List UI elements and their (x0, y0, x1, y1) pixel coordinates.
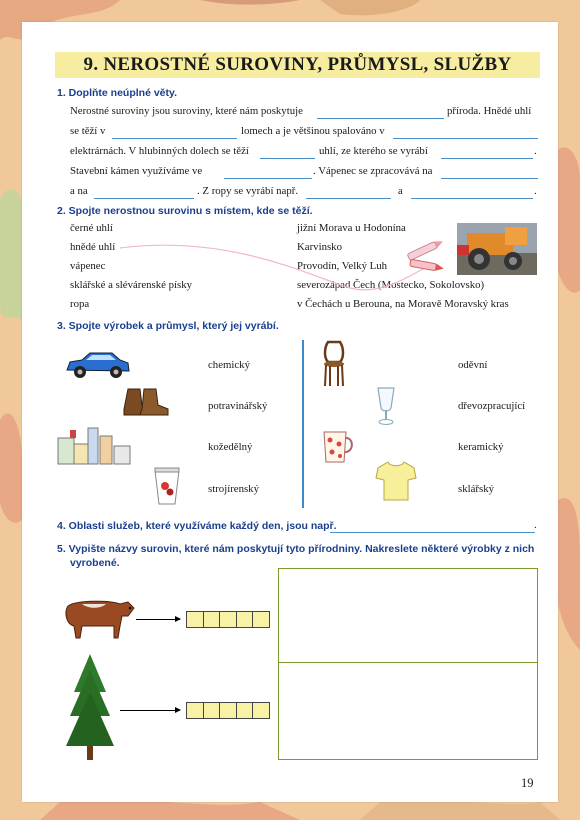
task1-blank-1[interactable] (317, 118, 444, 119)
chair-icon[interactable] (322, 340, 346, 388)
task1-line5-text-c: a (398, 185, 403, 197)
task3-right-label[interactable]: dřevozpracující (458, 400, 526, 412)
task2-left-item[interactable]: vápenec (70, 260, 106, 272)
task3-left-label[interactable]: potravinářský (208, 400, 268, 412)
mug-icon[interactable] (320, 428, 356, 466)
task1-line5-text-b: . Z ropy se vyrábí např. (197, 185, 299, 197)
letter-box[interactable] (252, 702, 270, 719)
cow-answer-boxes[interactable] (186, 611, 269, 628)
task2-right-item[interactable]: Karvinsko (297, 241, 342, 253)
task3-left-label[interactable]: chemický (208, 359, 250, 371)
sample-connection-curve (110, 236, 430, 296)
task3-right-label[interactable]: sklářský (458, 483, 494, 495)
letter-box[interactable] (186, 702, 204, 719)
task1-blank-5[interactable] (441, 158, 533, 159)
task3-left-label[interactable]: kožedělný (208, 441, 253, 453)
letter-box[interactable] (203, 611, 221, 628)
task2-right-item[interactable]: severozápad Čech (Mostecko, Sokolovsko) (297, 279, 485, 291)
task1-line1-text-a: Nerostné suroviny jsou suroviny, které nám poskytuje (70, 105, 303, 117)
task4-heading: 4. Oblasti služeb, které využíváme každý den, jsou např. (57, 520, 337, 532)
tree-arrow (120, 710, 180, 711)
task2-heading: 2. Spojte nerostnou surovinu s místem, kde se těží. (57, 205, 313, 217)
crayon-icon (404, 236, 448, 278)
page-number: 19 (521, 776, 534, 790)
task1-line1-text-b: přírodа. Hnědé uhlí (447, 105, 532, 117)
task5-heading-line2: vyrobené. (70, 557, 120, 569)
task2-right-item[interactable]: Provodín, Velký Luh (297, 260, 388, 272)
drawing-area-divider (278, 662, 538, 663)
task3-heading: 3. Spojte výrobek a průmysl, který jej vyrábí. (57, 320, 279, 332)
letter-box[interactable] (236, 611, 254, 628)
task1-blank-2[interactable] (112, 138, 237, 139)
letter-box[interactable] (252, 611, 270, 628)
task1-heading: 1. Doplňte neúplné věty. (57, 87, 177, 99)
task1-line3-text-a: elektrárnách. V hlubinných dolech se těží (70, 145, 249, 157)
yogurt-icon[interactable] (152, 466, 182, 506)
task1-line2-text-b: lomech a je většinou spalováno v (241, 125, 385, 137)
task1-blank-6[interactable] (224, 178, 312, 179)
task5-heading-line1: 5. Vypište názvy surovin, které nám poskytují tyto přírodniny. Nakreslete některé výrobky z nich (57, 543, 535, 555)
page-title: 9. NEROSTNÉ SUROVINY, PRŮMYSL, SLUŽBY (55, 52, 540, 78)
task3-right-label[interactable]: keramický (458, 441, 504, 453)
tshirt-icon[interactable] (374, 460, 418, 502)
task2-right-item[interactable]: jižní Morava u Hodonína (297, 222, 406, 234)
mining-truck-photo (457, 223, 537, 275)
letter-box[interactable] (186, 611, 204, 628)
task4-period: . (534, 519, 537, 531)
task1-blank-3[interactable] (393, 138, 538, 139)
task3-right-label[interactable]: oděvní (458, 359, 488, 371)
glass-icon[interactable] (374, 386, 398, 426)
letter-box[interactable] (203, 702, 221, 719)
task1-blank-7[interactable] (441, 178, 538, 179)
bottles-icon[interactable] (56, 424, 132, 468)
drawing-area[interactable] (278, 568, 538, 760)
task1-line3-period: . (534, 145, 537, 157)
task1-line3-text-b: uhlí, ze kterého se vyrábí (319, 145, 428, 157)
task1-line2-text-a: se těží v (70, 125, 106, 137)
task2-left-item[interactable]: ropa (70, 298, 90, 310)
task1-line4-text-b: . Vápenec se zpracovává na (313, 165, 433, 177)
letter-box[interactable] (219, 611, 237, 628)
car-icon[interactable] (64, 350, 132, 380)
task3-left-label[interactable]: strojírenský (208, 483, 259, 495)
task1-blank-10[interactable] (411, 198, 533, 199)
cow-arrow (136, 619, 180, 620)
task2-right-item[interactable]: v Čechách u Berouna, na Moravě Moravský kras (297, 298, 509, 310)
cow-icon (62, 596, 136, 640)
tree-answer-boxes[interactable] (186, 702, 269, 719)
task1-blank-9[interactable] (306, 198, 391, 199)
task4-blank[interactable] (330, 532, 535, 533)
letter-box[interactable] (219, 702, 237, 719)
task1-line5-text-a: a na (70, 185, 88, 197)
task2-left-item[interactable]: hnědé uhlí (70, 241, 116, 253)
tree-icon (64, 652, 116, 762)
task1-blank-4[interactable] (260, 158, 315, 159)
letter-box[interactable] (236, 702, 254, 719)
task2-left-item[interactable]: černé uhlí (70, 222, 113, 234)
task1-line4-text-a: Stavební kámen využíváme ve (70, 165, 203, 177)
task1-blank-8[interactable] (94, 198, 194, 199)
task1-line5-period: . (534, 185, 537, 197)
boots-icon[interactable] (120, 387, 170, 417)
task2-left-item[interactable]: sklářské a slévárenské písky (70, 279, 193, 291)
task3-divider (302, 340, 304, 508)
